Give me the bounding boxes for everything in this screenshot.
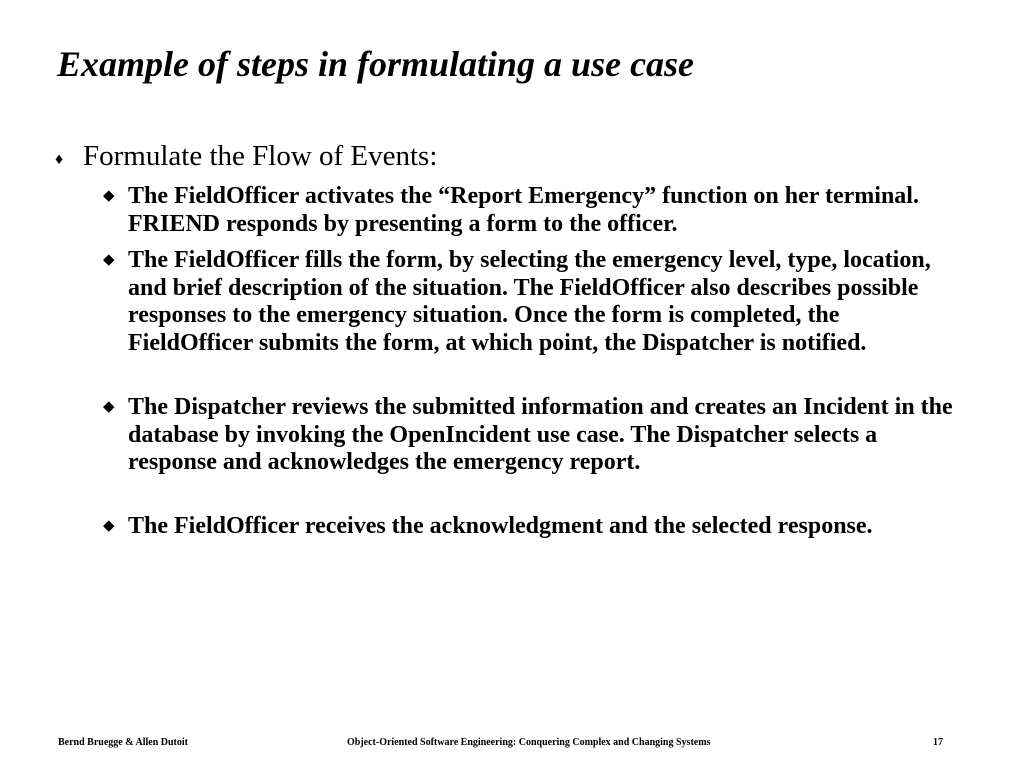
diamond-sub-bullet-icon: ◆ [103, 188, 115, 204]
diamond-bullet-icon: ♦ [55, 151, 64, 168]
sub-bullet-text: The FieldOfficer activates the “Report Emergency” function on her terminal. FRIEND responds by presenting a form to the officer. [128, 183, 919, 237]
sub-bullet-text: The Dispatcher reviews the submitted information and creates an Incident in the database by invoking the OpenIncident use case. The Dispatcher selects a response and acknowledges the emergency report. [128, 394, 953, 475]
diamond-sub-bullet-icon: ◆ [103, 518, 115, 534]
footer-page-number: 17 [933, 737, 943, 748]
diamond-sub-bullet-icon: ◆ [103, 252, 115, 268]
slide-title: Example of steps in formulating a use case [57, 44, 695, 84]
footer-book-title: Object-Oriented Software Engineering: Conquering Complex and Changing Systems [347, 737, 711, 748]
sub-bullet-text: The FieldOfficer receives the acknowledgment and the selected response. [128, 513, 873, 539]
footer-authors: Bernd Bruegge & Allen Dutoit [58, 737, 188, 748]
main-bullet-text: Formulate the Flow of Events: [83, 140, 438, 172]
diamond-sub-bullet-icon: ◆ [103, 399, 115, 415]
sub-bullet-text: The FieldOfficer fills the form, by selecting the emergency level, type, location, and brief description of the situation. The FieldOfficer also describes possible responses to the emergency situation. Once the form is completed, the FieldOfficer submits the form, at which point, the Dispatcher is notified. [128, 247, 931, 356]
